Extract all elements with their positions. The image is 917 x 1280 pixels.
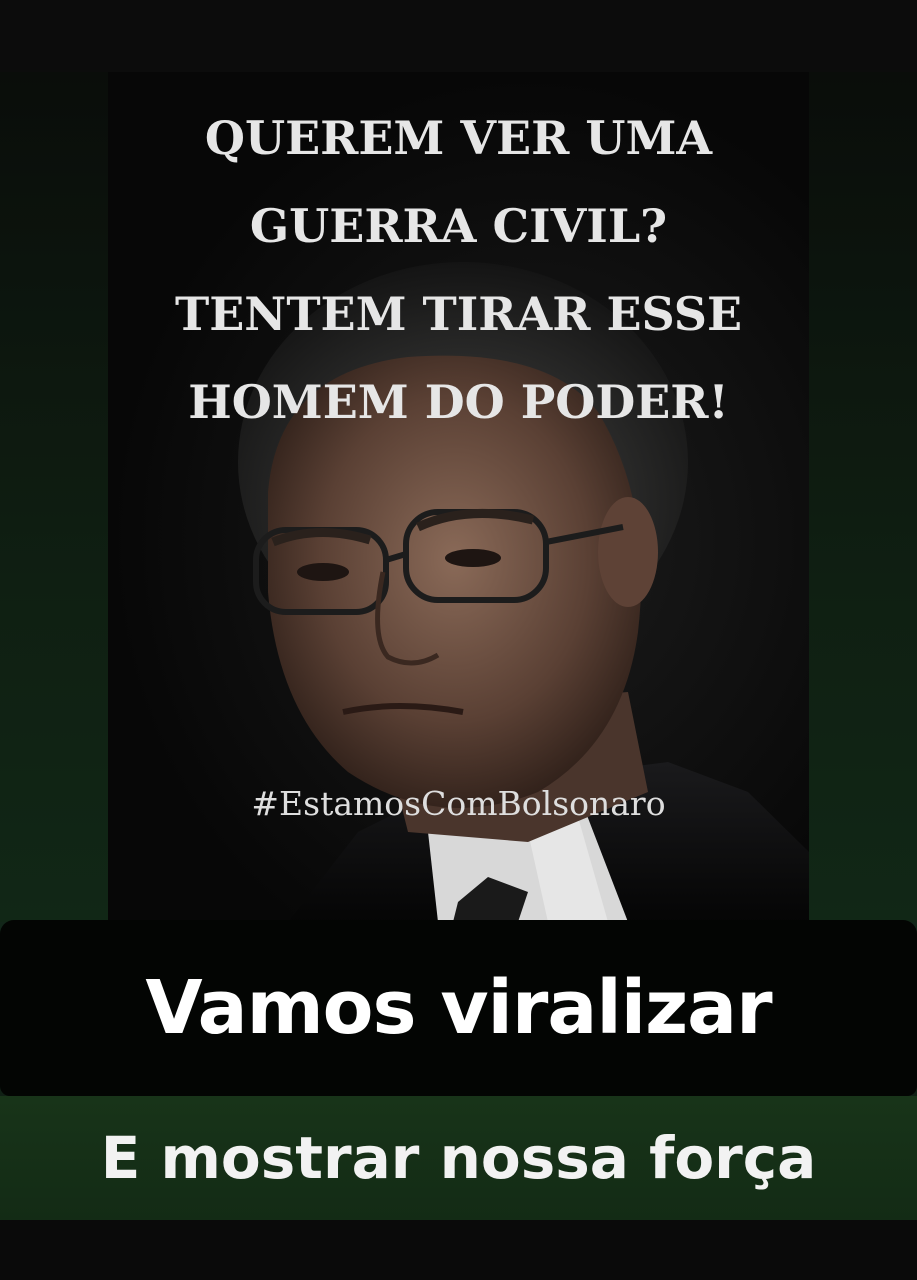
sub-banner [0,1096,917,1220]
headline-line-3: TENTEM TIRAR ESSE [174,287,743,341]
bottom-border [0,1220,917,1280]
main-banner-text: Vamos viralizar [145,965,772,1051]
left-border [0,72,108,922]
top-border [0,0,917,72]
headline-line-1: QUEREM VER UMA [204,111,713,165]
headline-text [108,94,809,446]
right-border [809,72,917,922]
sub-banner-text: E mostrar nossa força [100,1124,817,1192]
hashtag-text: #EstamosComBolsonaro [251,784,666,823]
headline-line-2: GUERRA CIVIL? [249,199,668,253]
portrait-photo [108,72,809,922]
main-banner [0,920,917,1096]
headline-line-4: HOMEM DO PODER! [188,375,729,429]
